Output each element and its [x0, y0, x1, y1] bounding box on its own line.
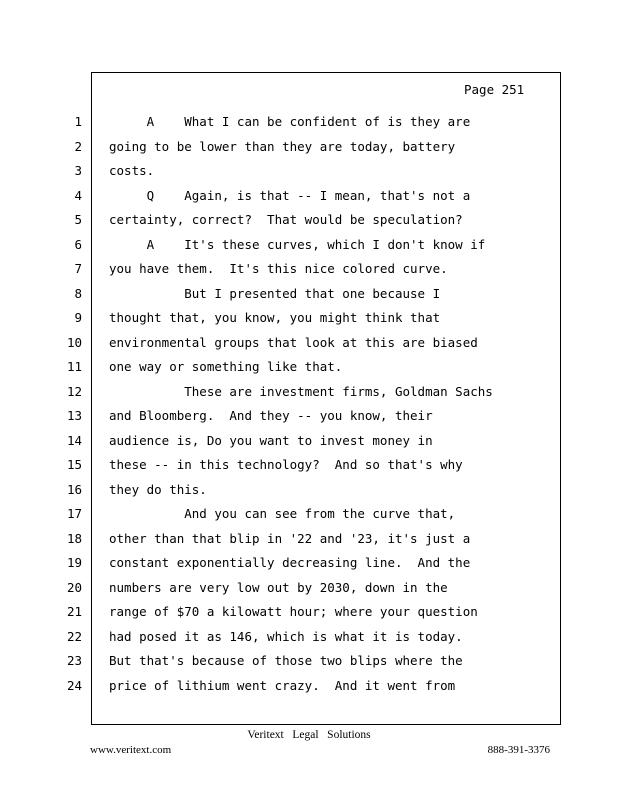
- line-number: 7: [74, 261, 82, 276]
- line-number: 18: [66, 530, 82, 546]
- transcript-line: certainty, correct? That would be speculation?: [109, 212, 463, 227]
- transcript-line: But I presented that one because I: [109, 285, 441, 301]
- footer-company: Veritext Legal Solutions: [247, 729, 371, 741]
- line-number: 17: [66, 506, 82, 521]
- line-number: 21: [66, 604, 82, 619]
- line-number: 4: [74, 187, 82, 203]
- line-number: 22: [66, 628, 82, 644]
- page-number: Page 251: [464, 82, 525, 97]
- line-number: 5: [74, 212, 82, 227]
- transcript-line: and Bloomberg. And they -- you know, their: [109, 408, 433, 423]
- line-number: 13: [66, 408, 82, 423]
- line-number: 2: [74, 138, 82, 154]
- transcript-line: they do this.: [109, 481, 207, 497]
- line-number: 1: [74, 114, 82, 129]
- line-number-column: [60, 114, 82, 702]
- transcript-line: And you can see from the curve that,: [109, 506, 456, 521]
- transcript-line: one way or something like that.: [109, 359, 343, 374]
- line-number: 16: [66, 481, 82, 497]
- footer-phone: 888-391-3376: [487, 744, 550, 756]
- transcript-line: these -- in this technology? And so that's why: [109, 457, 463, 472]
- footer-website: www.veritext.com: [90, 744, 172, 756]
- line-number: 23: [66, 653, 82, 668]
- line-number: 20: [66, 579, 82, 595]
- transcript-line: A It's these curves, which I don't know if: [109, 236, 486, 252]
- line-number: 3: [74, 163, 82, 178]
- line-number: 12: [66, 383, 82, 399]
- line-number: 24: [66, 677, 82, 693]
- line-number: 8: [74, 285, 82, 301]
- transcript-line: A What I can be confident of is they are: [109, 114, 471, 129]
- transcript-line: had posed it as 146, which is what it is today.: [109, 628, 463, 644]
- transcript-line: numbers are very low out by 2030, down in the: [109, 579, 448, 595]
- line-number: 15: [66, 457, 82, 472]
- transcript-line: other than that blip in '22 and '23, it's just a: [109, 530, 471, 546]
- transcript-text: [109, 114, 554, 702]
- transcript-line: audience is, Do you want to invest money in: [109, 432, 433, 448]
- line-number: 6: [74, 236, 82, 252]
- transcript-line: price of lithium went crazy. And it went from: [109, 677, 456, 693]
- line-number: 9: [74, 310, 82, 325]
- transcript-line: thought that, you know, you might think that: [109, 310, 441, 325]
- line-number: 14: [66, 432, 82, 448]
- line-number: 10: [66, 334, 82, 350]
- transcript-line: Q Again, is that -- I mean, that's not a: [109, 187, 471, 203]
- transcript-line: environmental groups that look at this are biased: [109, 334, 478, 350]
- transcript-line: going to be lower than they are today, battery: [109, 138, 456, 154]
- line-number: 19: [66, 555, 82, 570]
- line-number: 11: [66, 359, 82, 374]
- transcript-line: constant exponentially decreasing line. And the: [109, 555, 471, 570]
- transcript-line: costs.: [109, 163, 155, 178]
- transcript-line: you have them. It's this nice colored curve.: [109, 261, 448, 276]
- transcript-line: range of $70 a kilowatt hour; where your question: [109, 604, 478, 619]
- transcript-line: These are investment firms, Goldman Sachs: [109, 383, 493, 399]
- transcript-line: But that's because of those two blips where the: [109, 653, 463, 668]
